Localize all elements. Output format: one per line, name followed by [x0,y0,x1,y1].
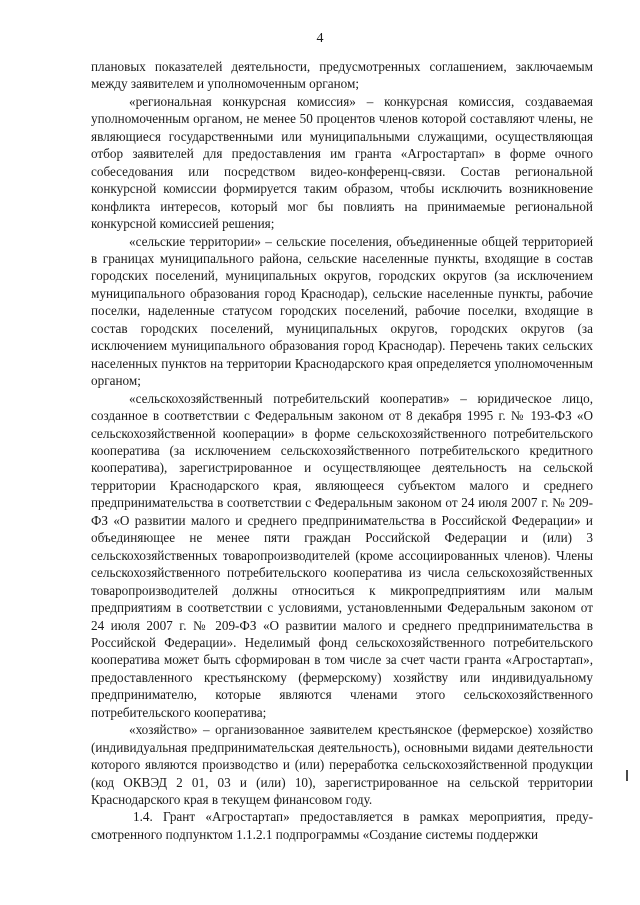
page-number: 4 [316,31,324,46]
paragraph-continuation: плановых показателей деятельности, предусмотренных соглашением, заключаемым между заявителем и уполномоченным органом; [91,59,593,92]
paragraph-clause-1-4: 1.4. Грант «Агростартап» предоставляется в рамках мероприятия, предусмотренного подпунктом 1.1.2.1 подпрограммы «Создание системы поддержки [91,809,593,842]
paragraph-agricultural-cooperative: «сельскохозяйственный потребительский кооператив» – юридическое лицо, созданное в соответствии с Федеральным законом от 8 декабря 1995 г. № 193-ФЗ «О сельскохозяйственной кооперации» в форме сельскохозяйственного потребительского кооператива (за исключением сельскохозяйственного потребительского кредитного кооператива), зарегистрированное и осуществляющее деятельность на сельской территории Краснодарского края, являющееся субъектом малого и среднего предпринимательства в соответствии с Федеральным законом от 24 июля 2007 г. № 209-ФЗ «О развитии малого и среднего предпринимательства в Российской Федерации» и объединяющее не менее пяти граждан Российской Федерации и (или) 3 сельскохозяйственных товаропроизводителей (кроме ассоциированных членов). Члены сельскохозяйственного потребительского кооператива из числа сельскохозяйственных товаропроизводителей должны относиться к микропредприятиям или малым предприятиям в соответствии с условиями, установленными Федеральным законом от 24 июля 2007 г. № 209-ФЗ «О развитии малого и среднего предпринимательства в Российской Федерации». Неделимый фонд сельскохозяйственного потребительского кооператива может быть сформирован в том числе за счет части гранта «Агростартап», предоставленного крестьянскому (фермерскому) хозяйству или индивидуальному предпринимателю, которые являются членами этого сельскохозяйственного потребительского кооператива; [91,390,593,720]
paragraph-rural-territories: «сельские территории» – сельские поселения, объединенные общей территорией в границах муниципального района, сельские населенные пункты, входящие в состав городских поселений, муниципальных округов, городских округов (за исключением муниципального образования город Краснодар), сельские населенные пункты, рабочие поселки, наделенные статусом городских поселений, рабочие поселки, входящие в состав городских поселений, муниципальных округов, городских округов (за исключением муниципального образования город Краснодар). Перечень таких сельских населенных пунктов на территории Краснодарского края определяется уполномоченным органом; [91,233,593,389]
margin-mark [626,770,628,781]
document-body [91,58,593,843]
paragraph-farm: «хозяйство» – организованное заявителем крестьянское (фермерское) хозяйство (индивидуальная предпринимательская деятельность), основными видами деятельности которого являются производство и (или) переработка сельскохозяйственной продукции (код ОКВЭД 2 01, 03 и (или) 10), зарегистрированное на сельской территории Краснодарского края в текущем финансовом году. [91,722,593,808]
paragraph-regional-commission: «региональная конкурсная комиссия» – конкурсная комиссия, создаваемая уполномоченным органом, не менее 50 процентов членов которой составляют члены, не являющиеся государственными или муниципальными служащими, осуществляющая отбор заявителей для предоставления им гранта «Агростартап» в форме очного собеседования или посредством видео-конференц-связи. Состав региональной конкурсной комиссии формируется таким образом, чтобы исключить возникновение конфликта интересов, который мог бы повлиять на принимаемые региональной конкурсной комиссией решения; [91,93,593,232]
